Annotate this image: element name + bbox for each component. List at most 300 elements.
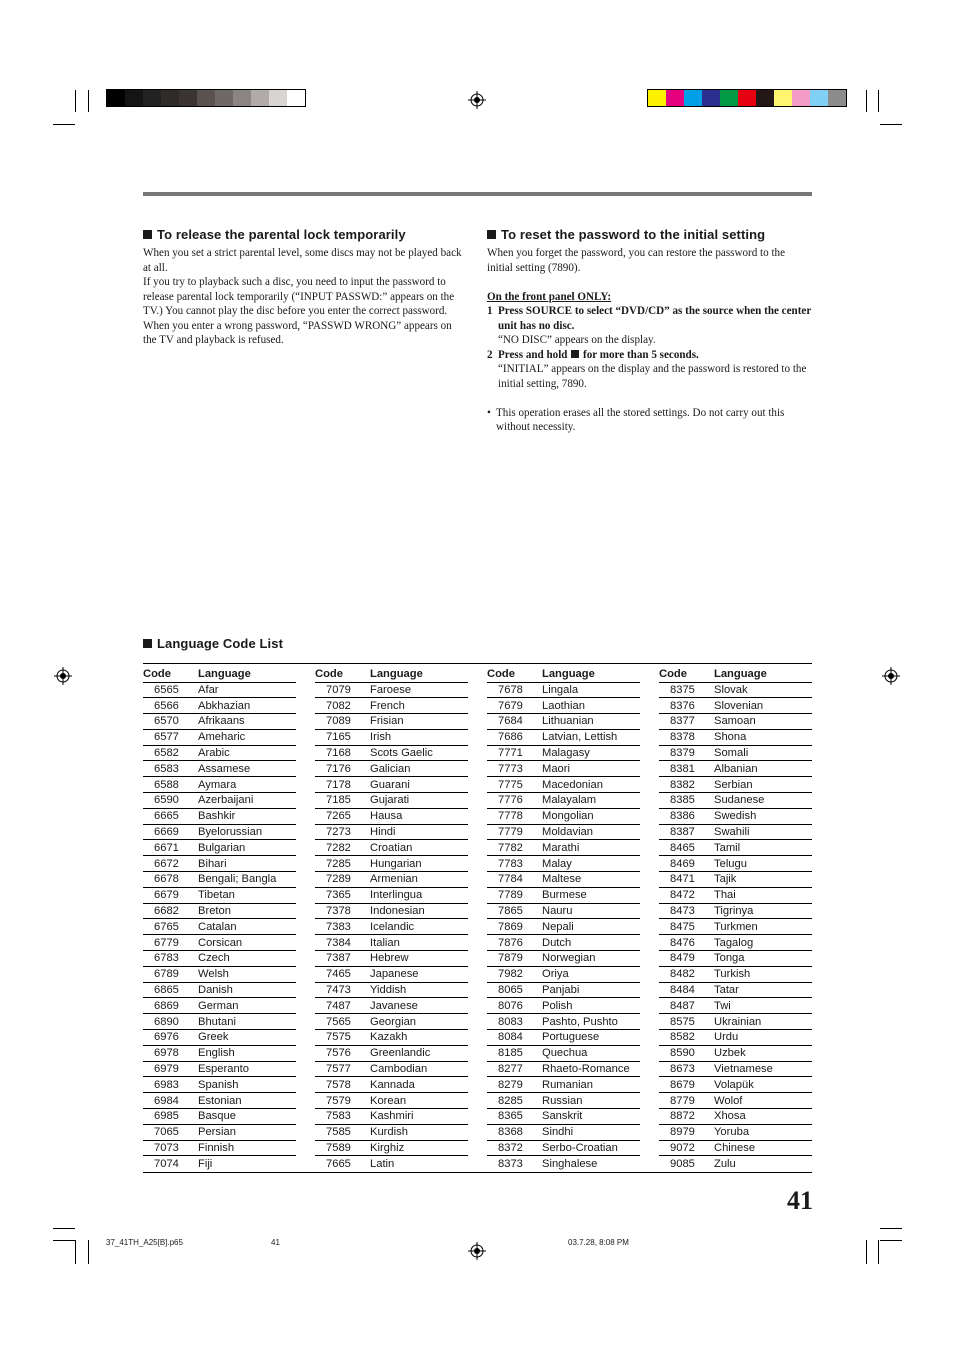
language-name: Xhosa [714,1110,746,1123]
language-name: Kashmiri [370,1110,414,1123]
language-name: Ameharic [198,731,246,744]
language-code: 7473 [326,984,351,997]
code-header: Code [143,667,171,680]
language-code: 7079 [326,683,351,696]
language-code: 8377 [670,715,695,728]
language-header: Language [370,667,423,680]
language-code: 8083 [498,1015,523,1028]
language-code: 7776 [498,794,523,807]
language-name: Faroese [370,683,412,696]
table-row [315,919,468,935]
language-name: Danish [198,984,233,997]
code-header: Code [659,667,687,680]
table-row [487,698,640,714]
language-name: Portuguese [542,1031,600,1044]
table-row [659,856,812,872]
language-name: Sudanese [714,794,765,807]
table-row [315,1109,468,1125]
table-row [487,919,640,935]
table-row [143,1141,296,1157]
language-code: 8465 [670,841,695,854]
language-code: 8469 [670,857,695,870]
table-row [143,809,296,825]
language-code: 7289 [326,873,351,886]
table-row [315,683,468,699]
language-code: 8479 [670,952,695,965]
release-para-2: If you try to playback such a disc, you need to input the password to release parental lock temporarily (“INPUT PASSWD:” appears on the TV.) You cannot play the disc before you enter the correct password. [143,276,455,317]
language-name: Sindhi [542,1126,574,1139]
table-row [143,1077,296,1093]
table-row [315,840,468,856]
language-code: 8372 [498,1142,523,1154]
language-code: 7178 [326,778,351,791]
square-bullet-icon [487,230,496,239]
crop-mark [880,124,902,125]
language-name: Bengali; Bangla [198,873,277,886]
language-column-header [143,666,296,683]
table-row [487,746,640,762]
language-name: Tigrinya [714,905,754,918]
language-name: Japanese [370,968,419,981]
language-code: 7684 [498,715,523,728]
crop-mark [53,124,75,125]
language-name: Icelandic [370,920,415,933]
language-code: 7982 [498,968,523,981]
table-row [143,1062,296,1078]
language-name: Bulgarian [198,841,246,854]
table-row [143,983,296,999]
table-row [659,1141,812,1157]
table-row [487,1125,640,1141]
language-name: Zulu [714,1158,736,1171]
table-row [143,1109,296,1125]
color-swatch [720,90,738,106]
language-code: 7265 [326,810,351,823]
language-code: 8482 [670,968,695,981]
language-name: Assamese [198,762,251,775]
language-code: 8382 [670,778,695,791]
language-name: Tibetan [198,889,235,902]
stop-button-icon [571,350,579,358]
crop-mark [53,1240,75,1241]
table-row [487,967,640,983]
footer-page: 41 [271,1238,280,1247]
language-code: 8471 [670,873,695,886]
table-row [659,1014,812,1030]
language-code: 8386 [670,810,695,823]
table-row [315,698,468,714]
color-swatch [179,90,197,106]
language-code: 8279 [498,1078,523,1091]
table-row [659,967,812,983]
language-name: Polish [542,999,573,1012]
language-code: 8673 [670,1063,695,1076]
table-row [143,825,296,841]
language-code: 7378 [326,905,351,918]
language-code: 7168 [326,747,351,760]
release-body [143,246,468,348]
language-code: 6583 [154,762,179,775]
color-swatch [702,90,720,106]
crop-mark [88,90,89,112]
crop-mark [88,1240,89,1264]
language-code: 6984 [154,1094,179,1107]
language-name: Marathi [542,841,580,854]
table-row [659,809,812,825]
bullet-note: • This operation erases all the stored settings. Do not carry out this without necessity. [487,406,785,433]
table-row [315,793,468,809]
language-name: Kurdish [370,1126,408,1139]
language-code: 7577 [326,1063,351,1076]
reset-intro: When you forget the password, you can restore the password to the initial setting (7890). [487,247,786,274]
table-row [487,1077,640,1093]
crop-mark [878,1240,879,1264]
language-name: Slovenian [714,699,764,712]
table-row [143,1125,296,1141]
language-name: Catalan [198,920,237,933]
language-code: 6765 [154,920,179,933]
language-code: 6671 [154,841,179,854]
language-code: 6978 [154,1047,179,1060]
footer-date: 03.7.28, 8:08 PM [568,1238,629,1247]
language-code: 7869 [498,920,523,933]
language-name: Burmese [542,889,587,902]
language-code: 8368 [498,1126,523,1139]
color-swatch [738,90,756,106]
language-name: Fiji [198,1158,213,1171]
table-row [659,1156,812,1172]
table-row [487,1014,640,1030]
language-code: 8575 [670,1015,695,1028]
language-name: Kazakh [370,1031,408,1044]
table-row [315,1141,468,1157]
step-1-note: “NO DISC” appears on the display. [498,334,656,346]
language-name: Cambodian [370,1063,428,1076]
language-code: 6582 [154,747,179,760]
language-header: Language [198,667,251,680]
language-name: Afar [198,683,219,696]
language-code: 7876 [498,936,523,949]
table-row [143,1046,296,1062]
crop-mark [75,90,76,112]
language-name: Latin [370,1158,395,1171]
color-swatch [828,90,846,106]
registration-target-icon [54,667,72,685]
language-name: Hungarian [370,857,422,870]
table-row [659,1077,812,1093]
language-code: 6665 [154,810,179,823]
language-name: Interlingua [370,889,423,902]
table-row [487,935,640,951]
language-name: Breton [198,905,231,918]
language-code: 7176 [326,762,351,775]
table-row [143,872,296,888]
table-row [143,998,296,1014]
color-swatch [125,90,143,106]
language-code: 8285 [498,1094,523,1107]
language-name: Esperanto [198,1063,249,1076]
language-name: Scots Gaelic [370,747,433,760]
language-name: Spanish [198,1078,239,1091]
table-row [487,904,640,920]
language-column-header [315,666,468,683]
table-row [487,1141,640,1157]
table-row [315,1062,468,1078]
language-code: 8590 [670,1047,695,1060]
language-name: Macedonian [542,778,603,791]
table-row [659,840,812,856]
footer-file: 37_41TH_A25[B].p65 [106,1238,183,1247]
language-header: Language [714,667,767,680]
language-name: Czech [198,952,230,965]
table-row [659,951,812,967]
language-name: Malagasy [542,747,590,760]
language-name: Kirghiz [370,1142,405,1154]
table-row [143,698,296,714]
table-row [315,1014,468,1030]
language-name: Norwegian [542,952,596,965]
language-name: Indonesian [370,905,425,918]
release-heading: To release the parental lock temporarily [143,227,406,242]
table-row [487,1093,640,1109]
page-number: 41 [787,1186,813,1215]
color-swatch [251,90,269,106]
registration-target-icon [468,91,486,109]
language-code: 8484 [670,984,695,997]
language-name: Kannada [370,1078,415,1091]
table-row [659,1125,812,1141]
color-swatch [666,90,684,106]
language-name: Uzbek [714,1047,746,1060]
language-code: 6890 [154,1015,179,1028]
square-bullet-icon [143,639,152,648]
color-swatch [161,90,179,106]
language-name: Albanian [714,762,758,775]
language-name: Malayalam [542,794,597,807]
table-row [143,967,296,983]
table-row [487,761,640,777]
table-row [315,888,468,904]
language-name: Croatian [370,841,413,854]
language-code: 7065 [154,1126,179,1139]
language-name: Swahili [714,826,750,839]
language-code: 7585 [326,1126,351,1139]
table-row [487,730,640,746]
language-name: Yiddish [370,984,407,997]
language-code: 6979 [154,1063,179,1076]
language-name: Rumanian [542,1078,593,1091]
language-code: 6570 [154,715,179,728]
language-code: 7273 [326,826,351,839]
table-row [659,1109,812,1125]
table-row [143,730,296,746]
language-name: Greenlandic [370,1047,431,1060]
color-swatch [197,90,215,106]
language-code: 8375 [670,683,695,696]
language-name: Greek [198,1031,229,1044]
language-name: Guarani [370,778,410,791]
language-name: Sanskrit [542,1110,583,1123]
table-row [315,730,468,746]
table-row [315,872,468,888]
crop-mark [866,1240,867,1264]
square-bullet-icon [143,230,152,239]
language-code: 8979 [670,1126,695,1139]
table-row [315,967,468,983]
table-row [487,1062,640,1078]
table-row [659,1030,812,1046]
table-row [143,777,296,793]
color-swatch [684,90,702,106]
language-code: 8472 [670,889,695,902]
language-name: Rhaeto-Romance [542,1063,630,1076]
language-name: Basque [198,1110,236,1123]
language-code-table [143,663,812,1173]
table-row [143,1014,296,1030]
crop-mark [75,1240,76,1264]
table-row [659,1062,812,1078]
language-code: 9072 [670,1142,695,1154]
table-row [315,1125,468,1141]
table-row [487,1030,640,1046]
language-code: 8872 [670,1110,695,1123]
color-swatch [287,90,305,106]
language-name: Irish [370,731,392,744]
table-row [659,1046,812,1062]
language-code: 7773 [498,762,523,775]
release-para-3: When you enter a wrong password, “PASSWD WRONG” appears on the TV and playback is refused. [143,319,452,346]
table-row [487,1156,640,1172]
language-code: 6985 [154,1110,179,1123]
language-code: 6865 [154,984,179,997]
language-name: Byelorussian [198,826,263,839]
language-name: Azerbaijani [198,794,254,807]
table-row [487,777,640,793]
table-row [659,714,812,730]
language-name: Latvian, Lettish [542,731,618,744]
language-code: 7082 [326,699,351,712]
language-name: Wolof [714,1094,743,1107]
language-name: Urdu [714,1031,739,1044]
language-code: 7487 [326,999,351,1012]
table-row [143,919,296,935]
language-name: Moldavian [542,826,593,839]
language-code: 6672 [154,857,179,870]
top-rule [143,192,812,196]
language-code: 6779 [154,936,179,949]
language-code: 6783 [154,952,179,965]
language-name: Nepali [542,920,574,933]
language-code: 8779 [670,1094,695,1107]
table-row [487,872,640,888]
table-row [659,825,812,841]
language-name: Quechua [542,1047,588,1060]
table-row [315,983,468,999]
language-name: Malay [542,857,572,870]
language-code: 7783 [498,857,523,870]
language-code: 7384 [326,936,351,949]
language-name: Telugu [714,857,747,870]
table-row [659,998,812,1014]
language-name: Frisian [370,715,404,728]
table-row [659,888,812,904]
language-name: Finnish [198,1142,235,1154]
language-code: 7089 [326,715,351,728]
language-header: Language [542,667,595,680]
color-swatch-bar [647,89,847,107]
table-row [659,872,812,888]
table-row [143,888,296,904]
language-name: Shona [714,731,747,744]
table-row [315,746,468,762]
language-name: Tatar [714,984,739,997]
table-row [487,793,640,809]
language-code: 8376 [670,699,695,712]
table-row [659,935,812,951]
language-code: 6983 [154,1078,179,1091]
color-swatch [810,90,828,106]
language-code: 6669 [154,826,179,839]
registration-target-icon [882,667,900,685]
table-row [143,1093,296,1109]
language-column-header [659,666,812,683]
language-name: Serbo-Croatian [542,1142,618,1154]
table-row [487,888,640,904]
table-row [487,840,640,856]
table-row [487,998,640,1014]
crop-mark [880,1228,902,1229]
color-swatch [107,90,125,106]
table-row [143,951,296,967]
language-code: 9085 [670,1158,695,1171]
language-name: Slovak [714,683,748,696]
language-name: Armenian [370,873,418,886]
language-code: 7865 [498,905,523,918]
table-row [315,998,468,1014]
color-swatch [269,90,287,106]
language-name: English [198,1047,235,1060]
language-code: 7784 [498,873,523,886]
language-code: 8476 [670,936,695,949]
language-code: 8387 [670,826,695,839]
language-code: 7779 [498,826,523,839]
language-code: 7686 [498,731,523,744]
language-code: 7575 [326,1031,351,1044]
language-code: 7185 [326,794,351,807]
table-row [143,683,296,699]
table-row [315,951,468,967]
code-header: Code [315,667,343,680]
language-code: 7576 [326,1047,351,1060]
language-name: Chinese [714,1142,756,1154]
table-row [487,1109,640,1125]
language-code: 7285 [326,857,351,870]
release-para-1: When you set a strict parental level, some discs may not be played back at all. [143,247,462,274]
language-code: 7879 [498,952,523,965]
language-name: Tajik [714,873,737,886]
language-list-heading: Language Code List [143,636,283,651]
table-row [659,919,812,935]
table-row [315,1030,468,1046]
language-code: 8473 [670,905,695,918]
table-row [143,904,296,920]
table-row [143,840,296,856]
language-code: 7383 [326,920,351,933]
language-code: 6976 [154,1031,179,1044]
language-column-header [487,666,640,683]
table-row [143,714,296,730]
language-code: 7282 [326,841,351,854]
